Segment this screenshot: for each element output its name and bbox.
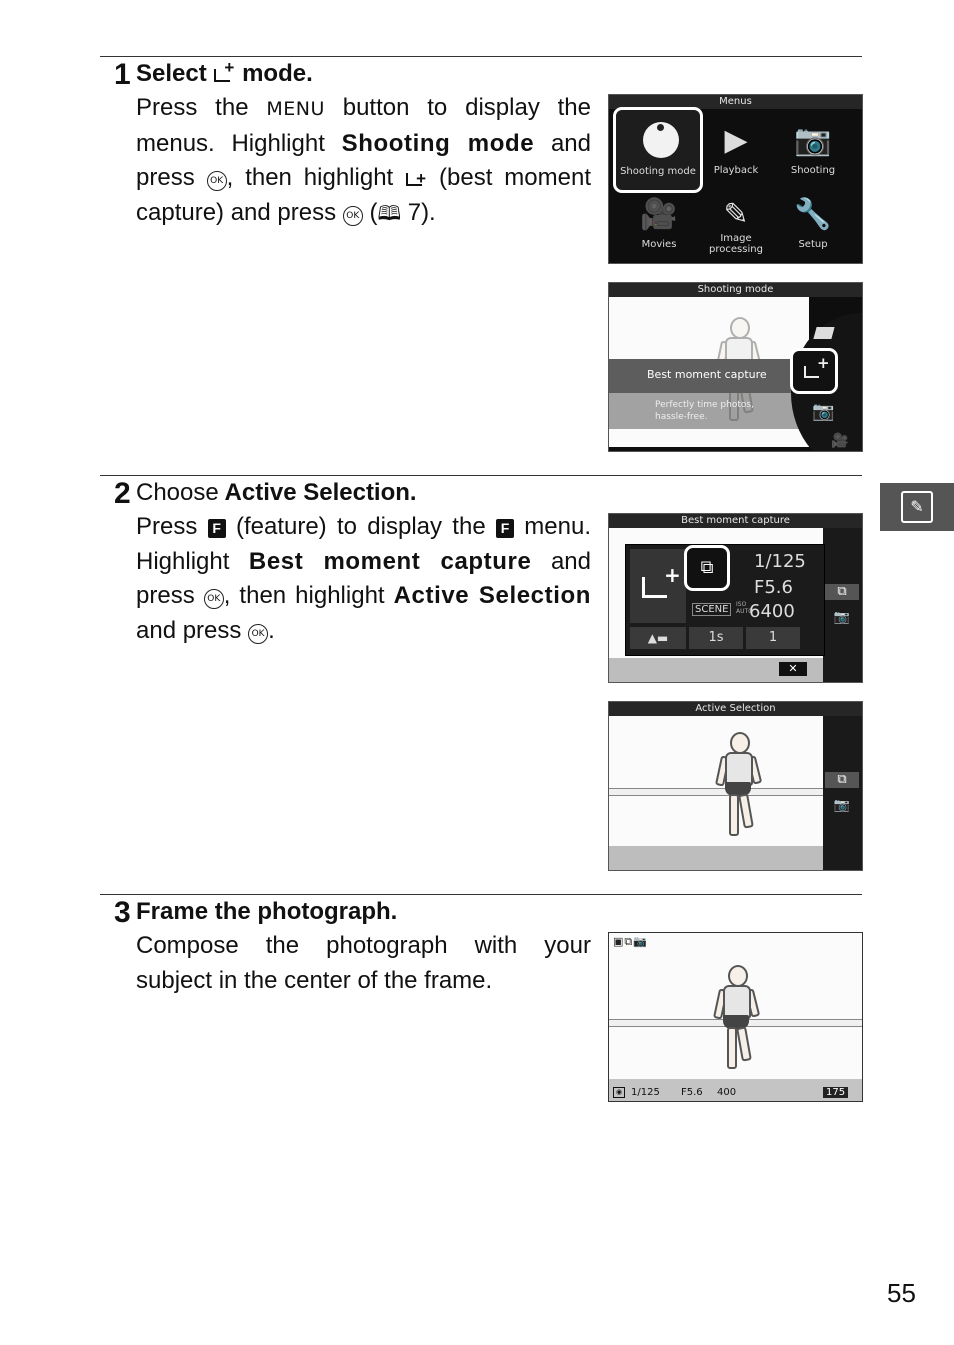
exposure-info-bar <box>611 1087 860 1101</box>
camera-icon: 📷 <box>794 123 832 158</box>
slow-view-icon[interactable]: 📷 <box>833 610 851 625</box>
creative-mode-icon[interactable] <box>813 327 834 339</box>
step-body: Compose the photograph with your subject in the center of the frame. <box>136 932 591 994</box>
menu-item-setup[interactable] <box>775 187 851 262</box>
camera-icon[interactable]: 📷 <box>812 401 835 422</box>
side-menu <box>823 716 862 870</box>
body-text: , then highlight <box>226 164 406 192</box>
emphasis-text: Shooting mode <box>341 129 535 157</box>
screen-title: Shooting mode <box>609 283 862 297</box>
best-moment-capture-screen <box>608 513 863 683</box>
screen-title: Active Selection <box>609 702 862 716</box>
wrench-icon: 🔧 <box>794 197 832 232</box>
mode-indicator-icons: ▣⧉📷 <box>613 935 648 948</box>
active-selection-icon[interactable]: ⧉ <box>825 584 859 600</box>
body-text: . <box>268 617 275 645</box>
best-moment-capture-icon <box>213 64 235 82</box>
chapter-tab <box>880 483 954 531</box>
iso-value: 400 <box>717 1087 737 1098</box>
best-moment-capture-icon <box>405 168 427 186</box>
slow-view-icon[interactable]: 📷 <box>833 798 851 813</box>
menu-button-glyph: MENU <box>266 98 325 120</box>
step-number: 3 <box>114 896 130 929</box>
feature-panel <box>625 544 825 656</box>
step-title <box>136 60 313 88</box>
iso-value: 6400 <box>749 601 795 622</box>
page-number: 55 <box>887 1278 916 1308</box>
play-icon: ▶ <box>724 123 748 158</box>
scene-indicator: SCENE <box>692 603 731 616</box>
selected-mode-bar[interactable] <box>609 359 799 393</box>
menu-item-label: Playback <box>713 165 759 176</box>
title-text: Choose <box>136 479 219 506</box>
step-number: 2 <box>114 477 130 510</box>
menu-item-playback[interactable] <box>698 113 774 188</box>
setting-cell[interactable]: 1s <box>689 627 743 649</box>
step-number: 1 <box>114 58 130 91</box>
body-text: , then highlight <box>223 582 394 610</box>
active-selection-icon: ⧉ <box>700 557 714 578</box>
shutter-speed-value: 1/125 <box>754 551 806 572</box>
finish-tape <box>609 788 823 796</box>
shutter-speed-value: 1/125 <box>631 1087 660 1098</box>
body-text: and press <box>136 547 592 610</box>
mode-description: Perfectly time photos, hassle-free. <box>655 400 754 422</box>
dial-icon <box>643 122 679 158</box>
mode-tile[interactable]: + <box>630 549 686 623</box>
body-text: (feature) to display the <box>225 513 496 540</box>
menus-screen <box>608 94 863 264</box>
section-divider-3 <box>100 894 862 895</box>
step-title <box>136 479 417 507</box>
body-text: 7). <box>401 199 436 227</box>
side-menu <box>823 528 862 682</box>
section-divider-1 <box>100 56 862 57</box>
feature-button-icon: F <box>496 519 514 538</box>
menu-item-label: Setup <box>798 239 828 250</box>
ok-button-icon: OK <box>343 206 363 226</box>
live-view <box>609 716 823 870</box>
section-divider-2 <box>100 475 862 476</box>
emphasis-text: Best moment capture <box>248 547 532 575</box>
setting-cell[interactable]: 1 <box>746 627 800 649</box>
step-body <box>136 91 591 232</box>
ok-button-icon: OK <box>204 589 224 609</box>
menu-item-movies[interactable] <box>621 187 697 262</box>
ok-button-icon: OK <box>207 171 227 191</box>
emphasis-text: Active Selection <box>393 582 591 610</box>
title-text: Active Selection. <box>224 479 417 506</box>
feature-button-icon: F <box>208 519 226 538</box>
book-icon: 🕮 <box>377 203 402 226</box>
close-icon[interactable]: ✕ <box>779 662 807 676</box>
menu-item-shooting[interactable] <box>775 113 851 188</box>
body-text: and press <box>136 129 591 192</box>
screen-title: Menus <box>609 95 862 109</box>
shooting-mode-tab-icon: ✎ <box>901 491 933 523</box>
menu-item-label: Image processing <box>709 233 763 255</box>
body-text: Press <box>136 513 208 540</box>
aperture-value: F5.6 <box>754 577 793 598</box>
best-moment-capture-mode-option[interactable]: + <box>790 348 838 394</box>
brush-icon: ✎ <box>723 197 749 232</box>
movie-camera-icon: 🎥 <box>640 197 678 232</box>
metering-icon: ◉ <box>613 1087 625 1098</box>
body-text: (best moment capture) and press <box>136 164 591 227</box>
shooting-display <box>608 932 863 1102</box>
body-text: Press the <box>136 94 267 121</box>
setting-cell[interactable]: ▲▬ <box>630 627 686 649</box>
ok-button-icon: OK <box>248 624 268 644</box>
frames-remaining: 175 <box>823 1087 848 1098</box>
body-text: button to display the menus. Highlight <box>136 94 591 157</box>
screen-title: Best moment capture <box>609 514 862 528</box>
active-selection-icon[interactable]: ⧉ <box>825 772 859 788</box>
active-selection-screen <box>608 701 863 871</box>
aperture-value: F5.6 <box>681 1087 703 1098</box>
step-title: Frame the photograph. <box>136 898 398 925</box>
selected-mode-label: Best moment capture <box>647 368 767 381</box>
menu-item-image-processing[interactable] <box>698 187 774 262</box>
iso-label: ISO AUTO <box>736 601 753 615</box>
movie-mode-icon[interactable]: 🎥 <box>831 433 849 449</box>
step-body <box>136 510 591 649</box>
body-text: and press <box>136 617 249 645</box>
menu-item-label: Movies <box>641 239 677 250</box>
menu-item-label: Shooting <box>790 165 836 176</box>
mode-description-panel <box>609 393 799 429</box>
title-text: mode. <box>242 60 313 87</box>
title-text: Select <box>136 60 207 87</box>
shooting-mode-screen <box>608 282 863 452</box>
body-text: ( <box>362 199 378 227</box>
menu-item-label: Shooting mode <box>620 166 696 177</box>
body-text: menu. Highlight <box>136 513 591 575</box>
active-selection-option[interactable] <box>684 545 730 591</box>
menu-item-shooting-mode[interactable] <box>613 107 703 193</box>
